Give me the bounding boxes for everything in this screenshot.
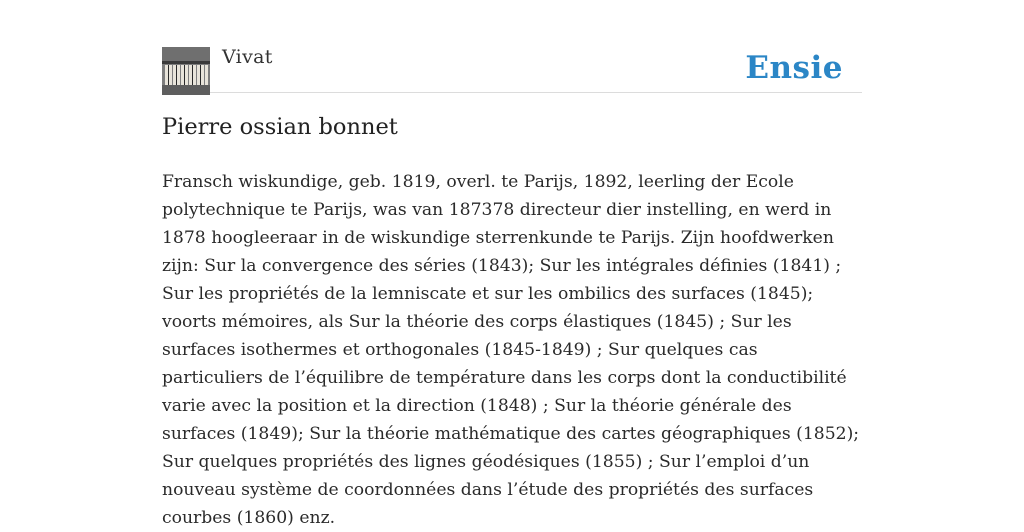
avatar[interactable] [162,47,210,95]
bookshelf-photo-icon [162,47,210,95]
author-name[interactable]: Vivat [222,46,273,68]
article-body: Fransch wiskundige, geb. 1819, overl. te Parijs, 1892, leerling der Ecole polytechnique te Parijs, was van 187378 directeur dier instelling, en werd in 1878 hoogleeraar in de wiskundige sterrenkunde te Parijs. Zijn hoofdwerken zijn: Sur la convergence des séries (1843); Sur les intégrales définies (1841) ; Sur les propriétés de la lemniscate et sur les ombilics des surfaces (1845); voorts mémoires, als Sur la théorie des corps élastiques (1845) ; Sur les surfaces isothermes et orthogonales (1845-1849) ; Sur quelques cas particuliers de l’équilibre de température dans les corps dont la conductibilité varie avec la position et la direction (1848) ; Sur la théorie générale des surfaces (1849); Sur la théorie mathématique des cartes géographiques (1852); Sur quelques propriétés des lignes géodésiques (1855) ; Sur l’emploi d’un nouveau système de coordonnées dans l’étude des propriétés des surfaces courbes (1860) enz. [162,172,860,528]
brand-logo[interactable]: Ensie [745,50,843,86]
page-title: Pierre ossian bonnet [162,114,398,140]
article-card [162,0,862,528]
header [162,0,862,93]
